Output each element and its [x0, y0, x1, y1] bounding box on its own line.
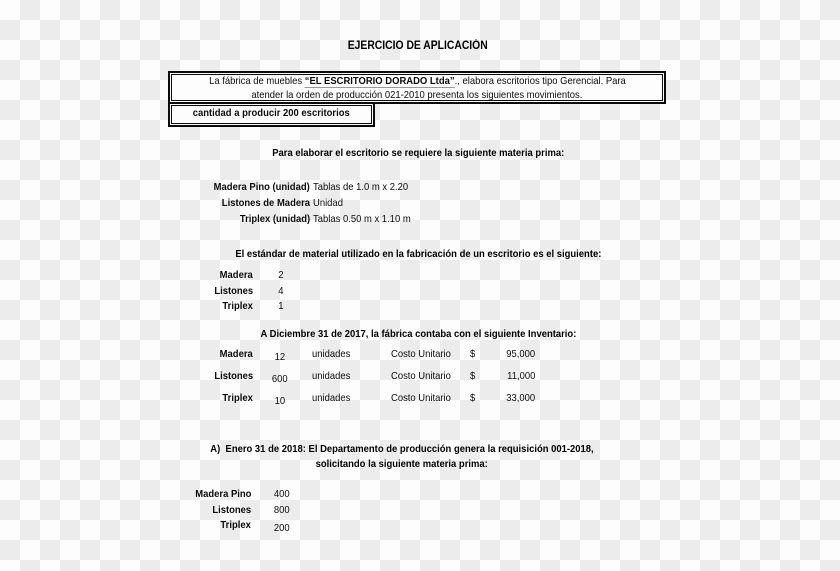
table-row: [140, 370, 535, 392]
standard-quantity: 2: [278, 269, 284, 281]
material-label: Listones de Madera: [221, 197, 310, 209]
unit-cost-label: Costo Unitario: [391, 370, 451, 382]
intro-line-1-prefix: La fábrica de muebles: [208, 75, 305, 87]
material-label: Madera Pino: [194, 488, 251, 500]
table-row: [140, 348, 535, 370]
unit-cost-label: Costo Unitario: [391, 392, 451, 404]
requisition-quantity: 400: [274, 488, 290, 500]
unit-cost-amount: 95,000: [506, 348, 535, 360]
material-spec: Unidad: [313, 197, 343, 209]
unit-cost-amount: 11,000: [506, 370, 535, 382]
standard-quantity: 4: [278, 284, 284, 297]
page-title-text: EJERCICIO DE APLICACIÓN: [348, 40, 488, 52]
standard-table: [140, 269, 301, 316]
material-label: Triplex (unidad): [239, 213, 310, 225]
intro-line-1: [170, 74, 664, 88]
table-row: [140, 300, 301, 316]
unit-cost-label: Costo Unitario: [391, 348, 451, 360]
inventory-unit: unidades: [312, 392, 351, 404]
inventory-unit: unidades: [312, 348, 351, 360]
material-label: Triplex: [220, 519, 251, 532]
table-row: [140, 504, 307, 520]
inventory-quantity: 10: [274, 395, 286, 407]
table-row: [140, 392, 535, 414]
unit-cost-amount: 33,000: [506, 392, 535, 404]
currency-symbol: $: [470, 392, 476, 404]
inventory-unit: unidades: [312, 370, 351, 382]
requisition-heading: [154, 442, 650, 471]
materials-table: [140, 181, 422, 229]
standard-quantity: 1: [278, 300, 284, 312]
inventory-quantity: 12: [274, 351, 286, 363]
material-spec: Tablas de 1.0 m x 2.20: [313, 181, 409, 193]
intro-box: [168, 71, 666, 104]
currency-symbol: $: [470, 348, 476, 360]
quantity-box-label: cantidad a producir 200 escritorios: [192, 107, 351, 119]
table-row: [140, 269, 301, 285]
material-label: Triplex: [222, 300, 253, 312]
material-label: Listones: [214, 284, 253, 297]
requisition-quantity: 200: [274, 522, 290, 535]
table-row: [140, 213, 422, 229]
currency-symbol: $: [470, 370, 476, 382]
material-label: Listones: [214, 370, 253, 382]
standard-heading: El estándar de material utilizado en la fabricación de un escritorio es el siguiente:: [234, 248, 602, 260]
table-row: [140, 285, 301, 301]
company-name: “EL ESCRITORIO DORADO Ltda”: [304, 75, 455, 87]
requisition-table: [140, 488, 307, 535]
table-row: [140, 197, 422, 213]
table-row: [140, 519, 307, 535]
requisition-heading-line-1: A) Enero 31 de 2018: El Departamento de producción genera la requisición 001-2018,: [210, 443, 594, 455]
quantity-box: [168, 102, 375, 127]
intro-line-2: atender la orden de producción 021-2010 presenta los siguientes movimientos.: [251, 89, 583, 101]
material-label: Madera: [219, 348, 253, 360]
material-label: Madera Pino (unidad): [213, 181, 310, 193]
page-title: [170, 40, 666, 53]
table-row: [140, 181, 422, 197]
materials-heading: Para elaborar el escritorio se requiere la siguiente materia prima:: [271, 147, 565, 159]
inventory-quantity: 600: [272, 373, 288, 385]
material-label: Listones: [212, 503, 251, 516]
inventory-table: [140, 348, 535, 414]
material-label: Madera: [219, 269, 253, 281]
intro-line-1-suffix: ., elabora escritorios tipo Gerencial. Para: [454, 75, 626, 87]
material-spec: Tablas 0.50 m x 1.10 m: [313, 213, 411, 225]
table-row: [140, 488, 307, 504]
inventory-heading: A Diciembre 31 de 2017, la fábrica contaba con el siguiente Inventario:: [260, 328, 576, 340]
requisition-quantity: 800: [274, 503, 290, 516]
material-label: Triplex: [222, 392, 253, 404]
requisition-heading-line-2: solicitando la siguiente materia prima:: [315, 457, 489, 470]
